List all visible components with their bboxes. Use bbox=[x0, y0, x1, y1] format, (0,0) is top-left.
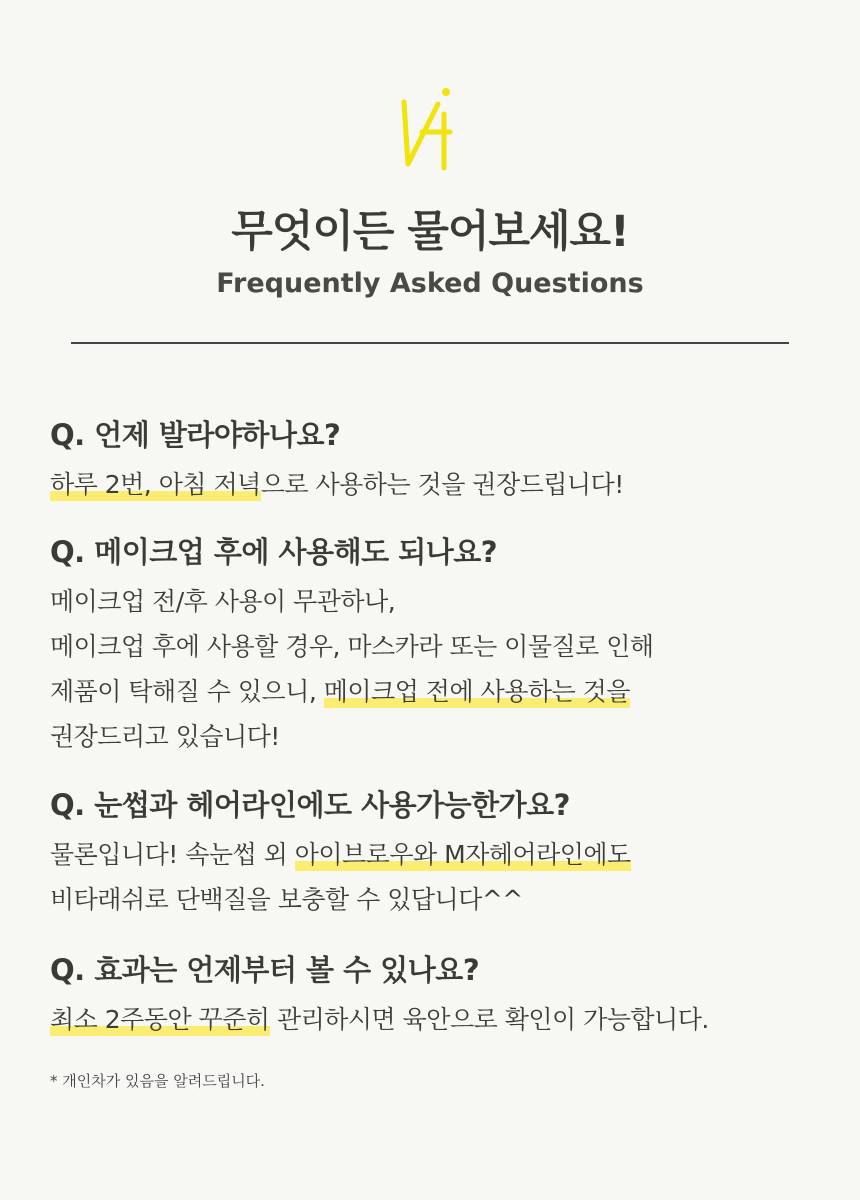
answer-text: 권장드리고 있습니다! bbox=[50, 722, 280, 751]
answer-text: 관리하시면 육안으로 확인이 가능합니다. bbox=[269, 1005, 709, 1034]
faq-answer-line bbox=[50, 669, 830, 714]
answer-text: 메이크업 전/후 사용이 무관하나, bbox=[50, 587, 396, 616]
faq-answer bbox=[50, 832, 830, 922]
faq-question: Q. 눈썹과 헤어라인에도 사용가능한가요? bbox=[50, 788, 571, 822]
vi-logo-icon bbox=[398, 84, 462, 174]
faq-item bbox=[50, 783, 830, 922]
faq-item bbox=[50, 413, 830, 507]
faq-answer-line bbox=[50, 877, 830, 922]
highlighted-text: 하루 2번, 아침 저녁 bbox=[50, 470, 261, 499]
faq-answer-line bbox=[50, 714, 830, 759]
answer-text: 으로 사용하는 것을 권장드립니다! bbox=[260, 470, 624, 499]
answer-text: 물론입니다! 속눈썹 외 bbox=[50, 840, 295, 869]
highlighted-text: 아이브로우와 M자헤어라인에도 bbox=[294, 840, 631, 869]
answer-text: 메이크업 후에 사용할 경우, 마스카라 또는 이물질로 인해 bbox=[50, 632, 654, 661]
page-subtitle: Frequently Asked Questions bbox=[216, 268, 644, 299]
divider bbox=[71, 342, 789, 344]
highlighted-text: 최소 2주동안 꾸준히 bbox=[50, 1005, 270, 1034]
faq-answer bbox=[50, 579, 830, 759]
faq-answer-line bbox=[50, 997, 830, 1042]
faq-answer-line bbox=[50, 832, 830, 877]
faq-question: Q. 효과는 언제부터 볼 수 있나요? bbox=[50, 953, 480, 987]
faq-item bbox=[50, 948, 830, 1042]
footnote: * 개인차가 있음을 알려드립니다. bbox=[50, 1072, 265, 1090]
page-title: 무엇이든 물어보세요! bbox=[231, 207, 629, 257]
faq-question: Q. 언제 발라야하나요? bbox=[50, 418, 341, 452]
highlighted-text: 메이크업 전에 사용하는 것을 bbox=[323, 677, 630, 706]
answer-text: 제품이 탁해질 수 있으니, bbox=[50, 677, 324, 706]
faq-question: Q. 메이크업 후에 사용해도 되나요? bbox=[50, 535, 498, 569]
faq-answer-line bbox=[50, 579, 830, 624]
answer-text: 비타래쉬로 단백질을 보충할 수 있답니다^^ bbox=[50, 885, 523, 914]
faq-answer bbox=[50, 462, 830, 507]
faq-answer-line bbox=[50, 462, 830, 507]
faq-answer bbox=[50, 997, 830, 1042]
faq-item bbox=[50, 530, 830, 759]
faq-answer-line bbox=[50, 624, 830, 669]
